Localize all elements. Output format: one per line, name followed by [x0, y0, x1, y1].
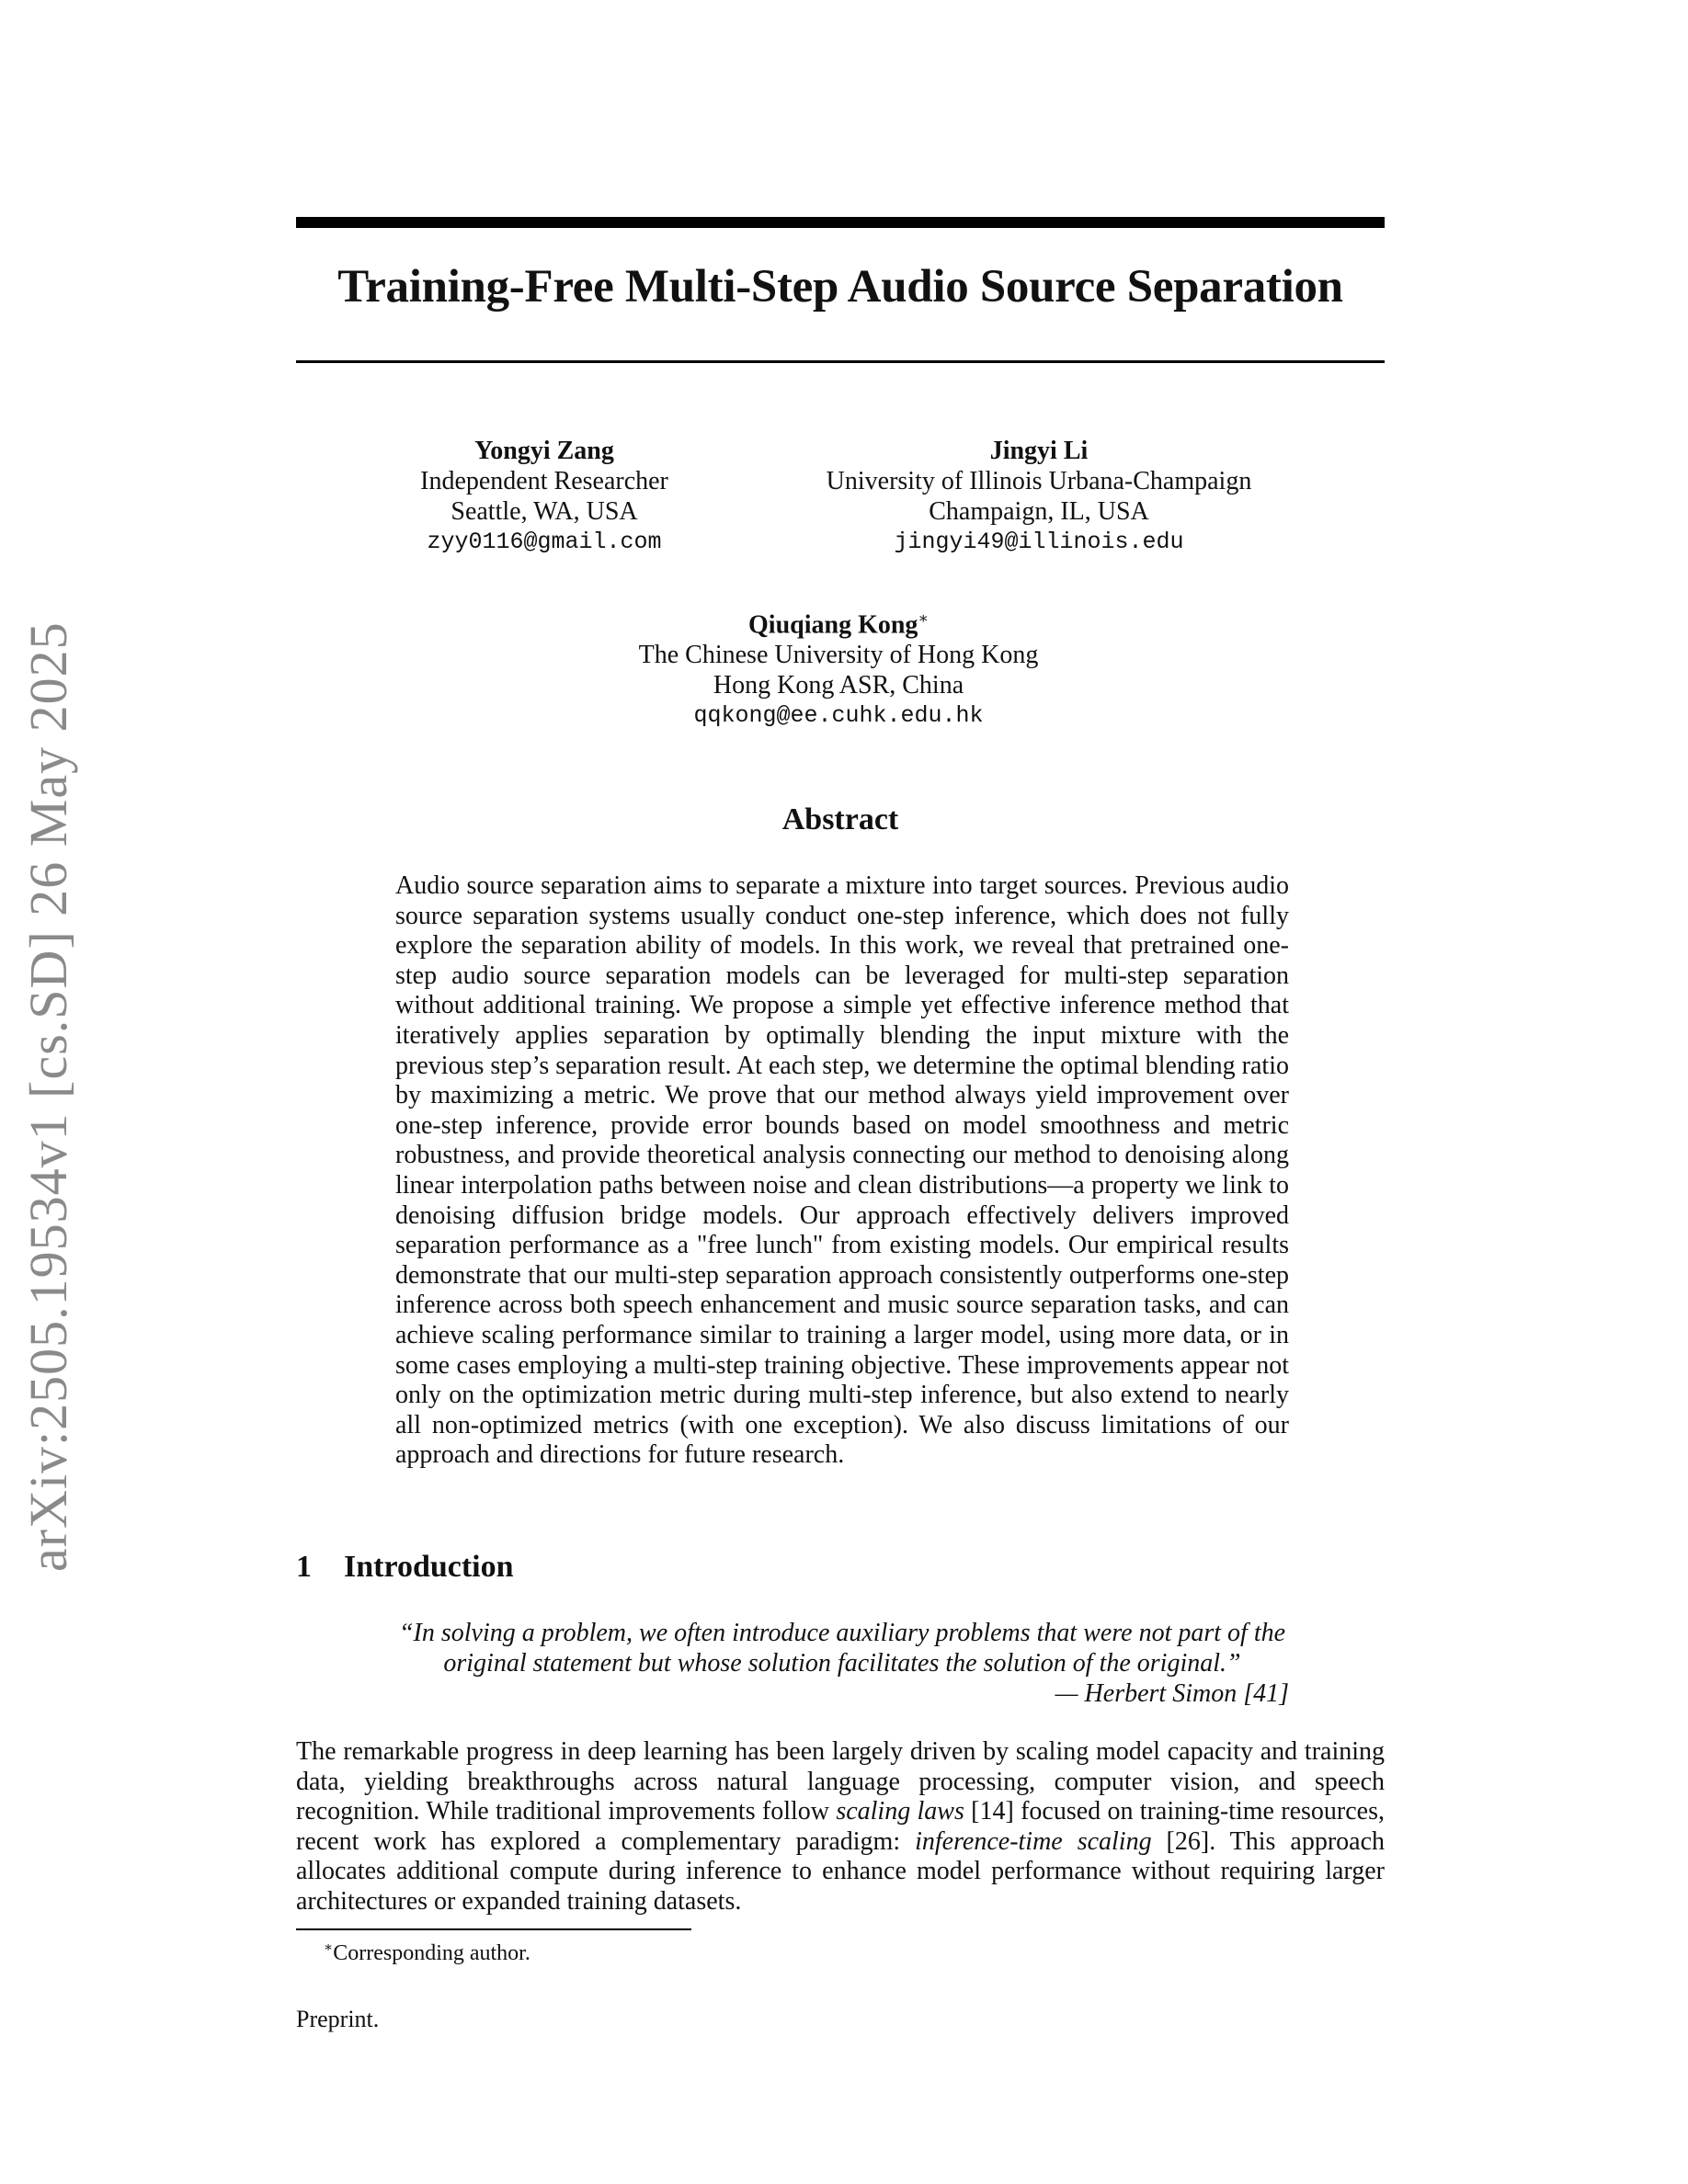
author-location: Champaign, IL, USA: [929, 497, 1149, 526]
title-top-rule: [296, 217, 1385, 228]
section-title: Introduction: [344, 1550, 514, 1584]
emphasis-scaling-laws: scaling laws: [836, 1797, 964, 1826]
introduction-paragraph: [296, 1737, 1385, 1917]
section-heading-introduction: [296, 1550, 514, 1585]
preprint-label: Preprint.: [296, 2006, 380, 2032]
epigraph-quote: “In solving a problem, we often introduce auxiliary problems that were not part of the original statement but whose solution facilitates the solution of the original.”: [398, 1619, 1286, 1678]
author-name: Jingyi Li: [989, 437, 1089, 465]
abstract-heading: Abstract: [781, 802, 899, 836]
paragraph-text: [26]. This approach allocates additional compute during inference to enhance model performance without requiring larger architectures or expanded training datasets.: [296, 1826, 1386, 1916]
author-name-line: [563, 603, 1114, 640]
footnote-rule: [296, 1928, 691, 1930]
footnote: [324, 1934, 530, 1967]
author-block-1: [360, 436, 728, 557]
footnote-marker: ∗: [324, 1940, 334, 1955]
section-number: 1: [296, 1550, 312, 1584]
paper-title: Training-Free Multi-Step Audio Source Separation: [337, 261, 1343, 313]
author-block-3: [563, 603, 1114, 731]
author-affiliation: Independent Researcher: [420, 467, 668, 495]
paragraph-text: The remarkable progress in deep learning has been largely driven by scaling model capacity and training data, yielding breakthroughs across natural language processing, computer vision, and speech recognition. While traditional improvements follow: [296, 1737, 1385, 1826]
paragraph-text: [14] focused on training-time resources, recent work has explored a complementary paradigm:: [296, 1797, 1385, 1856]
title-bottom-rule: [296, 360, 1385, 363]
author-name: Yongyi Zang: [474, 437, 614, 465]
author-name: Qiuqiang Kong: [748, 610, 918, 640]
author-block-2: [754, 436, 1324, 557]
footnote-text: Corresponding author.: [333, 1941, 530, 1965]
emphasis-inference-time-scaling: inference-time scaling: [915, 1826, 1152, 1856]
epigraph-attribution: — Herbert Simon [41]: [1055, 1679, 1289, 1708]
author-location: Hong Kong ASR, China: [713, 671, 964, 700]
author-affiliation: University of Illinois Urbana-Champaign: [826, 467, 1252, 495]
author-email[interactable]: qqkong@ee.cuhk.edu.hk: [693, 702, 984, 730]
abstract-text: Audio source separation aims to separate a mixture into target sources. Previous audio source separation systems usually conduct one-step inference, which does not fully explore the separation ability of models. In this work, we reveal that pretrained one-step audio source separation models can be leveraged for multi-step separation without additional training. We propose a simple yet effective inference method that iteratively applies separation by optimally blending the input mixture with the previous step’s separation result. At each step, we determine the optimal blending ratio by maximizing a metric. We prove that our method always yield improvement over one-step inference, provide error bounds based on model smoothness and metric robustness, and provide theoretical analysis connecting our method to denoising along linear interpolation paths between noise and clean distributions—a property we link to denoising diffusion bridge models. Our approach effectively delivers improved separation performance as a "free lunch" from existing models. Our empirical results demonstrate that our multi-step separation approach consistently outperforms one-step inference across both speech enhancement and music source separation tasks, and can achieve scaling performance similar to training a larger model, using more data, or in some cases employing a multi-step training objective. These improvements appear not only on the optimization metric during multi-step inference, but also extend to nearly all non-optimized metrics (with one exception). We also discuss limitations of our approach and directions for future research.: [395, 871, 1289, 1470]
author-email[interactable]: jingyi49@illinois.edu: [894, 529, 1184, 555]
author-affiliation: The Chinese University of Hong Kong: [638, 641, 1039, 670]
author-location: Seattle, WA, USA: [451, 497, 638, 526]
corresponding-marker: ∗: [918, 609, 929, 627]
author-email[interactable]: zyy0116@gmail.com: [427, 529, 662, 555]
arxiv-sidebar-stamp: arXiv:2505.19534v1 [cs.SD] 26 May 2025: [18, 621, 78, 1572]
